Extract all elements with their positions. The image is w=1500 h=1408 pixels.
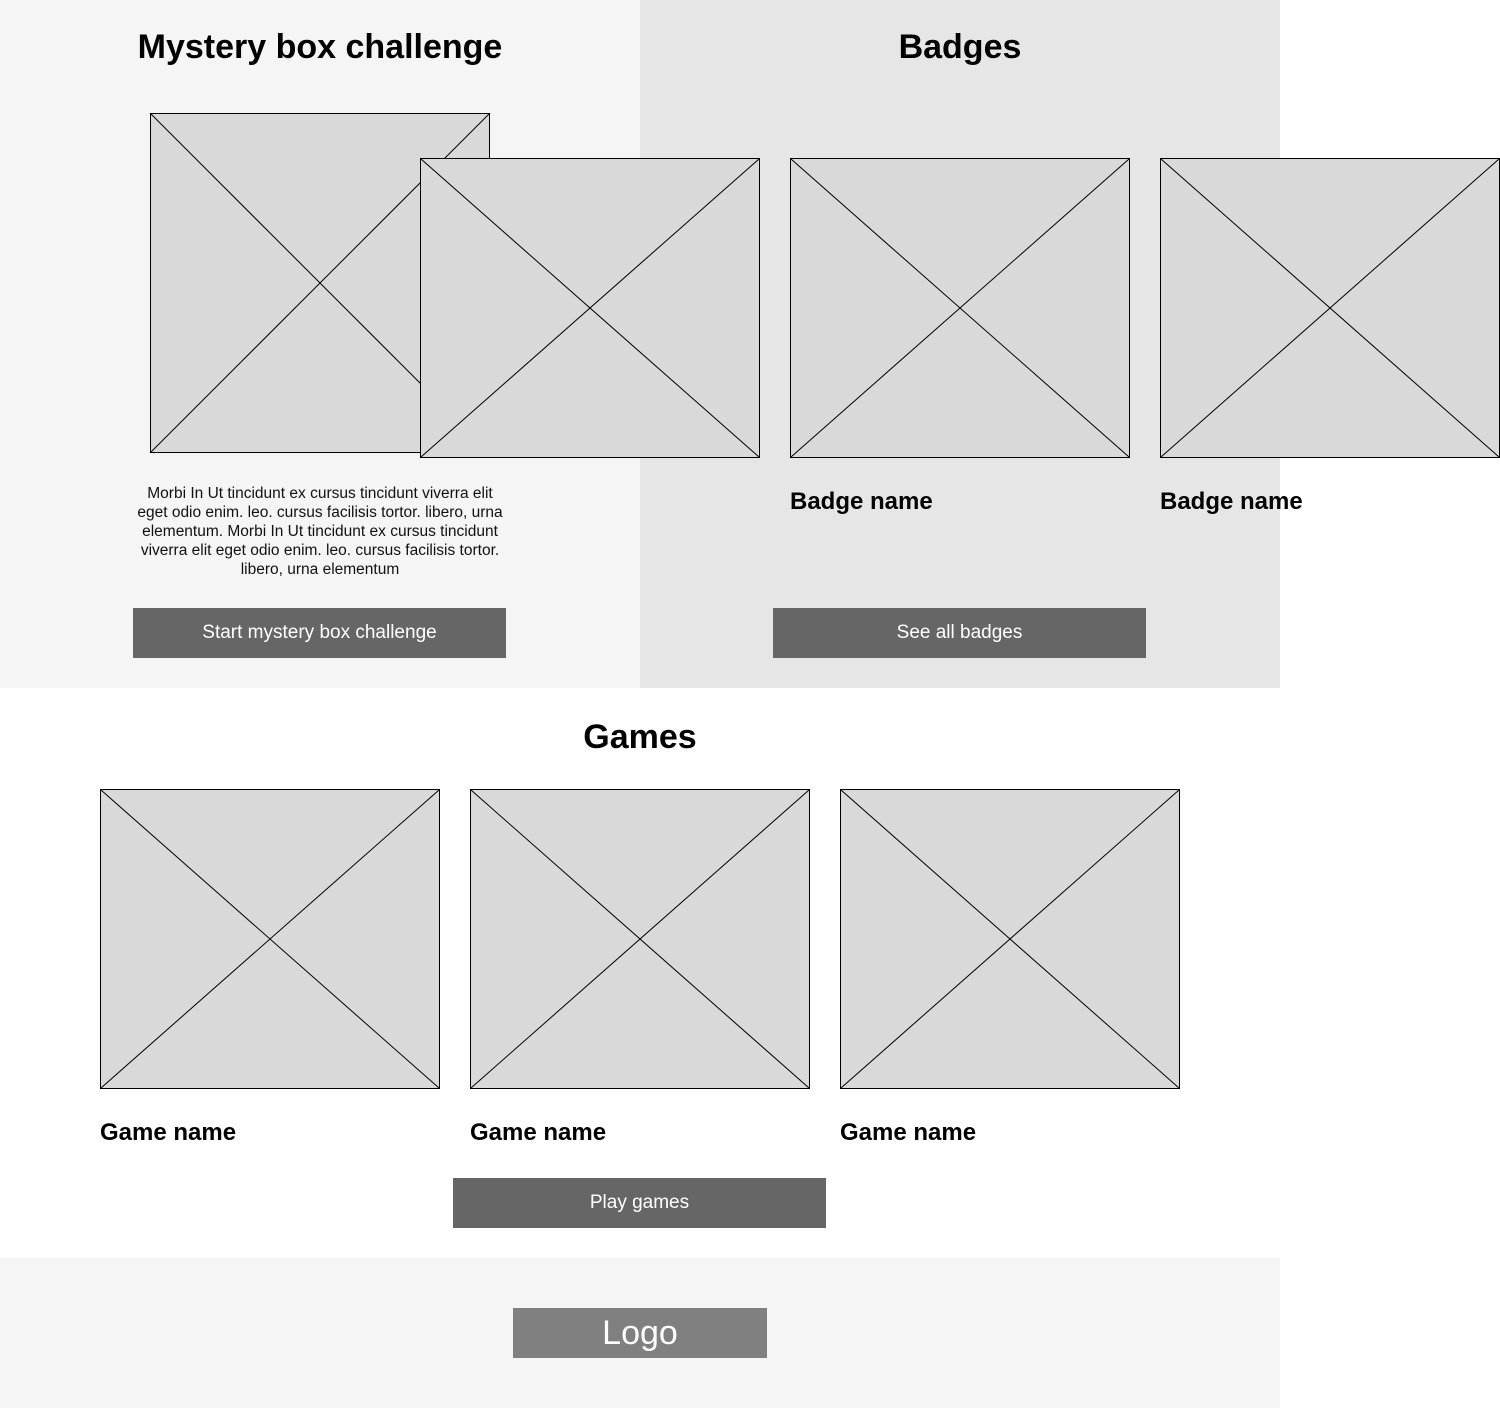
footer-logo[interactable]: Logo — [513, 1308, 767, 1358]
play-games-button[interactable]: Play games — [453, 1178, 826, 1228]
game-image-placeholder-icon[interactable] — [100, 789, 440, 1089]
badge-name: Badge name — [790, 488, 933, 515]
game-name: Game name — [100, 1119, 237, 1146]
badge-image-placeholder-icon[interactable] — [420, 158, 760, 458]
games-title: Games — [583, 718, 697, 756]
badges-title: Badges — [898, 28, 1022, 66]
mystery-box-description: Morbi In Ut tincidunt ex cursus tincidunt viverra elit eget odio enim. leo. cursus facilisis tortor. libero, urna elementum. Morbi In Ut tincidunt ex cursus tincidunt viverra elit eget odio enim. leo. cursus facilisis tortor. libero, urna elementum — [137, 485, 503, 578]
badge-image-placeholder-icon[interactable] — [1160, 158, 1500, 458]
badge-image-placeholder-icon[interactable] — [790, 158, 1130, 458]
game-image-placeholder-icon[interactable] — [470, 789, 810, 1089]
badges-section — [640, 0, 1303, 688]
badge-name: Badge name — [1160, 488, 1303, 515]
game-name: Game name — [470, 1119, 607, 1146]
see-all-badges-button[interactable]: See all badges — [773, 608, 1146, 658]
game-name: Game name — [840, 1119, 977, 1146]
start-mystery-box-button[interactable]: Start mystery box challenge — [133, 608, 506, 658]
footer — [0, 1258, 1280, 1408]
games-section — [0, 688, 1280, 1258]
mystery-box-title: Mystery box challenge — [137, 28, 503, 66]
game-image-placeholder-icon[interactable] — [840, 789, 1180, 1089]
